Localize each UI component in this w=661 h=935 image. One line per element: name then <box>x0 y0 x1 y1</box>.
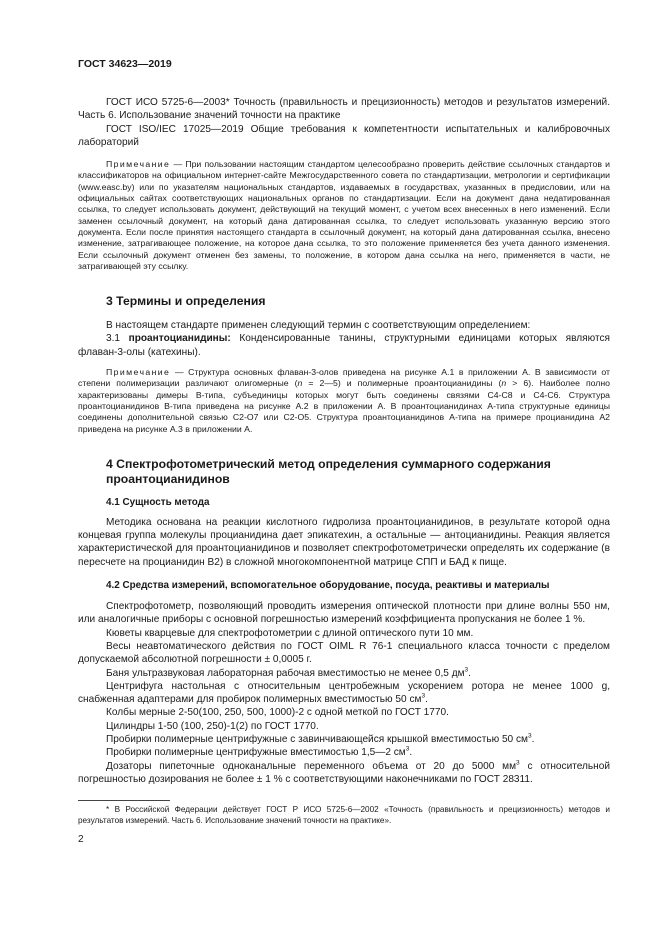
equipment-item-text: Весы неавтоматического действия по ГОСТ OIML R 76-1 специального класса точности с пределом допускаемой абсолютной погрешности ± 0,0005 г. <box>78 640 610 666</box>
equipment-item-superscript: 3 <box>405 745 410 753</box>
footnote: * В Российской Федерации действует ГОСТ Р ИСО 5725-6—2002 «Точность (правильность и прецизионность) методов и результатов измерений. Часть 6. Использование значений точности на практике». <box>78 805 610 825</box>
equipment-item-text: Баня ультразвуковая лабораторная рабочая вместимостью не менее 0,5 дм <box>106 667 465 679</box>
equipment-item-text: Кюветы кварцевые для спектрофотометрии с длиной оптического пути 10 мм. <box>106 627 474 639</box>
equipment-item-tail: . <box>425 694 428 706</box>
equipment-item-text: Спектрофотометр, позволяющий проводить измерения оптической плотности при длине волны 550 нм, или аналогичные приборы с основной погрешностью измерений коэффициента пропускания не более 1 %. <box>78 601 610 626</box>
equipment-item-tail: . <box>468 667 471 679</box>
term-note-part-c: > 6). Наиболее полно характеризованы димеры В-типа, субъединицы которых могут быть соединены связями С4-С8 и С4-С6. Структура проантоцианидинов В-типа приведена на рисунке А.2 в приложении А. В проантоцианидинах А-типа структурные единицы соединены дополнительной связью С2-О7 или С2-О5. Структура проантоцианидинов А-типа на примере процианидина А2 приведена на рисунке А.3 в приложении А. <box>78 378 610 434</box>
note-text: — При пользовании настоящим стандартом целесообразно проверить действие ссылочных стандартов и классификаторов на официальном интернет-сайте Межгосударственного совета по стандартизации, метрологии и сертификации (www.easc.by) или по указателям национальных стандартов, издаваемых в государствах, указанных в предисловии, или на официальных сайтах соответствующих национальных органов по стандартизации. Если на документ дана недатированная ссылка, то следует использовать документ, действующий на текущий момент, с учетом всех внесенных в него изменений. Если заменен ссылочный документ, на который дана датированная ссылка, то следует использовать указанную версию этого документа. Если после принятия настоящего стандарта в ссылочный документ, на который дана датированная ссылка, внесено изменение, затрагивающее положение, на которое дана ссылка, то это положение применяется без учета данного изменения. Если ссылочный документ отменен без замены, то положение, в котором дана ссылка на него, применяется в части, не затрагивающей эту ссылку. <box>78 159 610 271</box>
note-term <box>78 367 610 435</box>
equipment-item-superscript: 3 <box>421 692 426 700</box>
equipment-item <box>78 627 610 640</box>
equipment-item <box>78 600 610 627</box>
equipment-item-text: Цилиндры 1-50 (100, 250)-1(2) по ГОСТ 1770. <box>106 720 319 732</box>
equipment-item-superscript: 3 <box>464 666 469 674</box>
equipment-item <box>78 720 610 733</box>
equipment-item <box>78 746 610 759</box>
term-number: 3.1 <box>106 333 129 345</box>
equipment-item-text: Пробирки полимерные центрифужные с завинчивающейся крышкой вместимостью 50 см <box>106 733 528 745</box>
section-4-1-text: Методика основана на реакции кислотного гидролиза проантоцианидинов, в результате которой одна концевая группа молекулы процианидина дает эпикатехин, а остальные — антоцианидины. Реакция является характеристической для проантоцианидинов и позволяет спектрофотометрически определять их содержание (в пересчете на процианидин В2) в сложной многокомпонентной матрице СПП и БАД к пище. <box>78 516 610 568</box>
term-note-part-b: = 2—5) и полимерные проантоцианидины ( <box>302 378 502 389</box>
equipment-item-tail: с относительной погрешностью дозирования не более ± 1 % с соответствующими наконечниками по ГОСТ 28311. <box>78 760 610 785</box>
equipment-item-tail: . <box>409 747 413 759</box>
term-text: Конденсированные танины, структурными единицами которых являются флаван-3-олы (катехины). <box>78 333 610 358</box>
equipment-item <box>78 760 610 787</box>
term-note-n2: n <box>501 378 507 389</box>
term-name: проантоцианидины: <box>128 333 231 345</box>
reference-iso-5725: ГОСТ ИСО 5725-6—2003* Точность (правильность и прецизионность) методов и результатов измерений. Часть 6. Использование значений точности на практике <box>78 97 610 122</box>
equipment-item-text: Пробирки полимерные центрифужные вместимостью 1,5—2 см <box>106 747 406 759</box>
section-4-1-title: 4.1 Сущность метода <box>106 496 210 508</box>
equipment-item <box>78 733 610 746</box>
reference-iso-17025: ГОСТ ISO/IEC 17025—2019 Общие требования к компетентности испытательных и калибровочных лабораторий <box>78 123 610 148</box>
equipment-item-superscript: 3 <box>527 732 532 740</box>
equipment-item-text: Центрифуга настольная с относительным центробежным ускорением ротора не менее 1000 g, снабженная адаптерами для пробирок полимерных вместимостью 50 см <box>78 680 610 706</box>
equipment-item-text: Колбы мерные 2-50(100, 250, 500, 1000)-2 с одной меткой по ГОСТ 1770. <box>106 707 449 719</box>
document-header: ГОСТ 34623—2019 <box>78 58 172 70</box>
page-number: 2 <box>78 834 84 846</box>
term-definition <box>78 332 610 359</box>
equipment-item-superscript: 3 <box>516 759 520 767</box>
equipment-item <box>78 667 610 680</box>
equipment-list <box>78 600 610 786</box>
term-note-label: Примечание <box>106 367 171 378</box>
term-note-n1: n <box>297 378 303 389</box>
section-4-title: 4 Спектрофотометрический метод определения суммарного содержания проантоцианидинов <box>106 456 551 486</box>
equipment-item-text: Дозаторы пипеточные одноканальные переменного объема от 20 до 5000 мм <box>106 760 517 772</box>
equipment-item <box>78 640 610 667</box>
equipment-item-tail: . <box>531 733 535 745</box>
equipment-item <box>78 680 610 707</box>
equipment-item <box>78 706 610 719</box>
section-3-title: 3 Термины и определения <box>106 294 266 309</box>
note-references <box>78 159 610 272</box>
footnote-separator <box>78 800 170 801</box>
section-4-2-title: 4.2 Средства измерений, вспомогательное оборудование, посуда, реактивы и материалы <box>106 580 550 592</box>
section-3-intro: В настоящем стандарте применен следующий термин с соответствующим определением: <box>106 320 531 332</box>
document-page <box>78 58 610 845</box>
term-note-part-a: — Структура основных флаван-3-олов приведена на рисунке А.1 в приложении А. В зависимости от степени полимеризации различают олигомерные ( <box>78 367 610 389</box>
note-label: Примечание <box>106 159 171 170</box>
